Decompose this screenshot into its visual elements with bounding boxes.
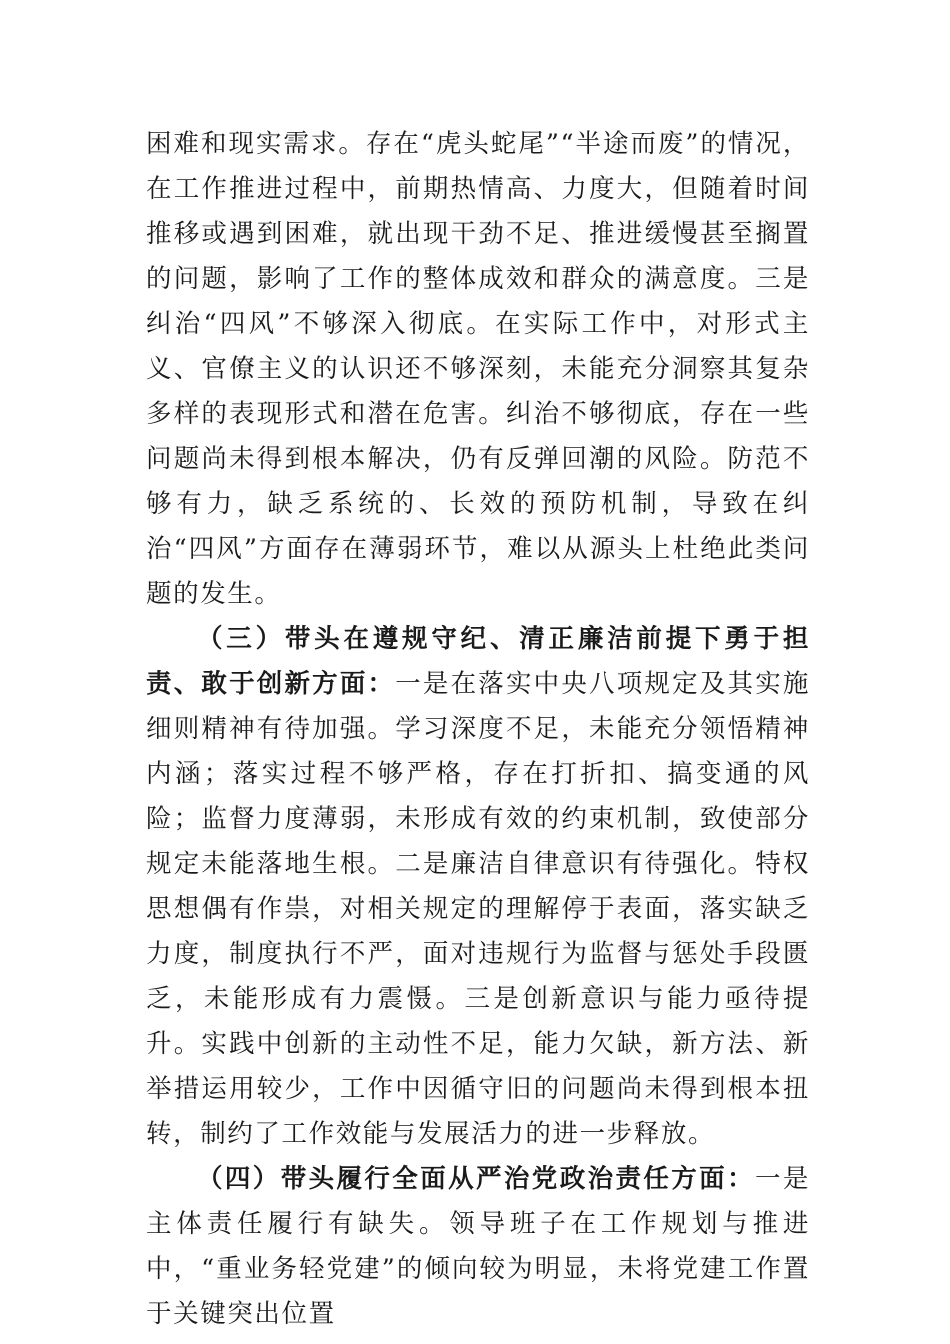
paragraph-continuation	[146, 122, 810, 617]
section-heading: （三）带头在遵规守纪、清正廉洁前提下勇于担责、敢于创新方面：	[146, 624, 810, 699]
paragraph-section-three	[146, 617, 810, 1157]
paragraph-text: 一是在落实中央八项规定及其实施细则精神有待加强。学习深度不足，未能充分领悟精神内涵；落实过程不够严格，存在打折扣、搞变通的风险；监督力度薄弱，未形成有效的约束机制，致使部分规定未能落地生根。二是廉洁自律意识有待强化。特权思想偶有作祟，对相关规定的理解停于表面，落实缺乏力度，制度执行不严，面对违规行为监督与惩处手段匮乏，未能形成有力震慑。三是创新意识与能力亟待提升。实践中创新的主动性不足，能力欠缺，新方法、新举措运用较少，工作中因循守旧的问题尚未得到根本扭转，制约了工作效能与发展活力的进一步释放。	[146, 669, 810, 1149]
paragraph-text: 困难和现实需求。存在“虎头蛇尾”“半途而废”的情况，在工作推进过程中，前期热情高、力度大，但随着时间推移或遇到困难，就出现干劲不足、推进缓慢甚至搁置的问题，影响了工作的整体成效和群众的满意度。三是纠治“四风”不够深入彻底。在实际工作中，对形式主义、官僚主义的认识还不够深刻，未能充分洞察其复杂多样的表现形式和潜在危害。纠治不够彻底，存在一些问题尚未得到根本解决，仍有反弹回潮的风险。防范不够有力，缺乏系统的、长效的预防机制，导致在纠治“四风”方面存在薄弱环节，难以从源头上杜绝此类问题的发生。	[146, 129, 810, 609]
paragraph-section-four	[146, 1157, 810, 1337]
section-heading: （四）带头履行全面从严治党政治责任方面：	[197, 1164, 755, 1194]
paragraph-text: 一是主体责任履行有缺失。领导班子在工作规划与推进中，“重业务轻党建”的倾向较为明显，未将党建工作置于关键突出位置	[146, 1164, 810, 1329]
